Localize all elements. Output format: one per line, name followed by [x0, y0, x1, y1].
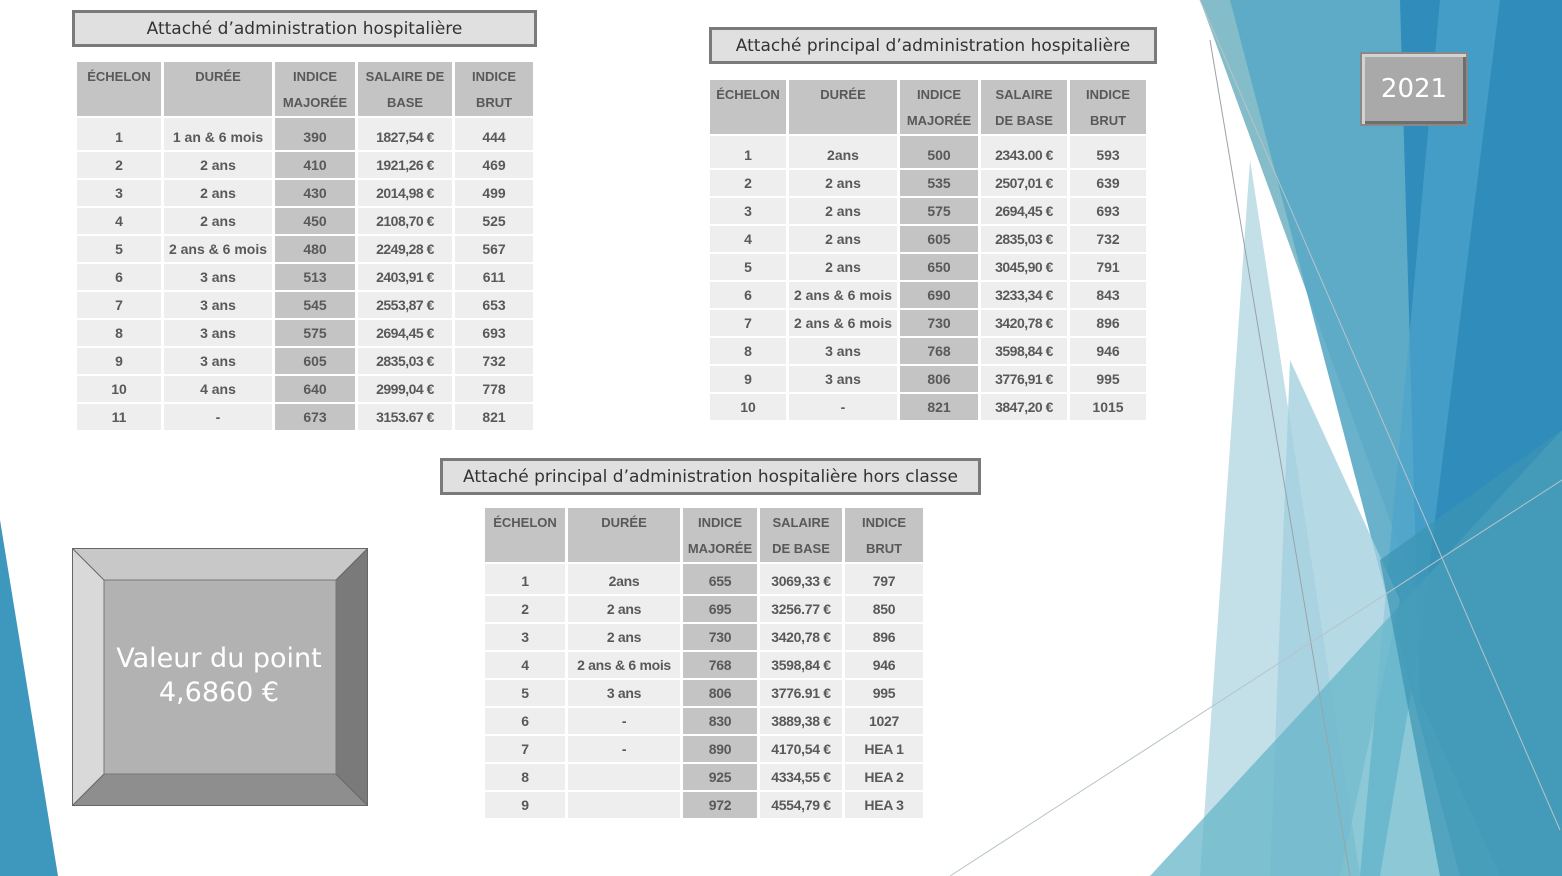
cell-indice-majoree: 972: [683, 792, 757, 818]
cell-echelon: 6: [710, 282, 786, 308]
cell-echelon: 1: [77, 118, 161, 150]
cell-salaire: 2014,98 €: [358, 180, 452, 206]
header-duree: DURÉE: [164, 62, 272, 116]
cell-echelon: 3: [77, 180, 161, 206]
cell-echelon: 5: [485, 680, 565, 706]
cell-salaire: 3889,38 €: [760, 708, 842, 734]
cell-duree: 2 ans: [789, 254, 897, 280]
cell-indice-majoree: 605: [275, 348, 355, 374]
cell-echelon: 4: [710, 226, 786, 252]
cell-echelon: 7: [710, 310, 786, 336]
header-salaire-line2: DE BASE: [772, 541, 830, 556]
table-row: [710, 310, 1146, 336]
cell-duree: 3 ans: [164, 292, 272, 318]
cell-duree: 1 an & 6 mois: [164, 118, 272, 150]
cell-indice-brut: 693: [1070, 198, 1146, 224]
table-row: [710, 170, 1146, 196]
header-indice-majoree-line1: INDICE: [292, 69, 338, 84]
header-row: [485, 508, 923, 562]
cell-indice-brut: 850: [845, 596, 923, 622]
cell-salaire: 3153.67 €: [358, 404, 452, 430]
cell-indice-majoree: 806: [683, 680, 757, 706]
cell-duree: [568, 792, 680, 818]
cell-echelon: 9: [77, 348, 161, 374]
cell-duree: 3 ans: [164, 320, 272, 346]
table-row: [485, 708, 923, 734]
table-row: [77, 208, 533, 234]
cell-indice-brut: 469: [455, 152, 533, 178]
cell-duree: 2ans: [568, 564, 680, 594]
cell-salaire: 3776,91 €: [981, 366, 1067, 392]
cell-echelon: 5: [77, 236, 161, 262]
cell-salaire: 1827,54 €: [358, 118, 452, 150]
cell-salaire: 2403,91 €: [358, 264, 452, 290]
table3-title-text: Attaché principal d’administration hospitalière hors classe: [463, 466, 958, 487]
cell-echelon: 7: [485, 736, 565, 762]
cell-duree: 2 ans & 6 mois: [789, 310, 897, 336]
cell-salaire: 3420,78 €: [981, 310, 1067, 336]
cell-indice-brut: 639: [1070, 170, 1146, 196]
table-row: [485, 596, 923, 622]
header-indice-brut-line1: INDICE: [1085, 87, 1131, 102]
cell-indice-majoree: 768: [900, 338, 978, 364]
cell-salaire: 2249,28 €: [358, 236, 452, 262]
cell-echelon: 10: [710, 394, 786, 420]
table-row: [77, 376, 533, 402]
header-indice-brut: [845, 508, 923, 562]
cell-salaire: 3420,78 €: [760, 624, 842, 650]
cell-duree: 2ans: [789, 136, 897, 168]
cell-indice-brut: 896: [845, 624, 923, 650]
cell-indice-brut: 791: [1070, 254, 1146, 280]
header-salaire-line2: BASE: [386, 95, 424, 110]
cell-echelon: 6: [485, 708, 565, 734]
year-badge-text: 2021: [1380, 74, 1448, 104]
cell-echelon: 2: [710, 170, 786, 196]
cell-duree: 2 ans: [568, 624, 680, 650]
cell-salaire: 2694,45 €: [358, 320, 452, 346]
cell-indice-majoree: 480: [275, 236, 355, 262]
cell-indice-majoree: 830: [683, 708, 757, 734]
cell-indice-majoree: 730: [683, 624, 757, 650]
cell-duree: 3 ans: [789, 338, 897, 364]
cell-salaire: 2343.00 €: [981, 136, 1067, 168]
table-attache-principal: [707, 78, 1149, 422]
cell-duree: -: [568, 736, 680, 762]
cell-echelon: 9: [485, 792, 565, 818]
header-indice-majoree-line1: INDICE: [916, 87, 962, 102]
cell-indice-brut: 843: [1070, 282, 1146, 308]
cell-salaire: 2835,03 €: [358, 348, 452, 374]
cell-duree: -: [568, 708, 680, 734]
header-indice-brut: [455, 62, 533, 116]
cell-echelon: 8: [710, 338, 786, 364]
cell-echelon: 3: [710, 198, 786, 224]
cell-echelon: 6: [77, 264, 161, 290]
cell-indice-brut: 821: [455, 404, 533, 430]
cell-indice-majoree: 640: [275, 376, 355, 402]
cell-indice-majoree: 545: [275, 292, 355, 318]
header-echelon: ÉCHELON: [77, 62, 161, 116]
table2-title: [709, 27, 1157, 64]
header-indice-majoree-line1: INDICE: [697, 515, 743, 530]
point-value-box: [72, 548, 368, 806]
cell-indice-majoree: 605: [900, 226, 978, 252]
table-row: [710, 338, 1146, 364]
cell-indice-majoree: 768: [683, 652, 757, 678]
header-indice-majoree: [275, 62, 355, 116]
cell-echelon: 10: [77, 376, 161, 402]
cell-indice-majoree: 673: [275, 404, 355, 430]
cell-duree: [568, 764, 680, 790]
point-value-amount: 4,6860 €: [158, 677, 280, 708]
cell-duree: 2 ans: [789, 198, 897, 224]
header-indice-brut-line2: BRUT: [1089, 113, 1127, 128]
cell-duree: 3 ans: [164, 264, 272, 290]
cell-salaire: 3233,34 €: [981, 282, 1067, 308]
table-attache: [74, 60, 536, 432]
cell-indice-majoree: 690: [900, 282, 978, 308]
table2-title-text: Attaché principal d’administration hospitalière: [735, 35, 1131, 56]
header-salaire: [358, 62, 452, 116]
cell-duree: -: [164, 404, 272, 430]
cell-salaire: 3598,84 €: [760, 652, 842, 678]
cell-duree: 3 ans: [164, 348, 272, 374]
cell-echelon: 11: [77, 404, 161, 430]
cell-duree: 2 ans & 6 mois: [164, 236, 272, 262]
header-indice-brut-line1: INDICE: [471, 69, 517, 84]
cell-indice-brut: HEA 2: [845, 764, 923, 790]
cell-salaire: 4170,54 €: [760, 736, 842, 762]
cell-indice-majoree: 390: [275, 118, 355, 150]
cell-salaire: 2553,87 €: [358, 292, 452, 318]
table-row: [485, 764, 923, 790]
header-salaire-line2: DE BASE: [995, 113, 1053, 128]
cell-indice-majoree: 730: [900, 310, 978, 336]
table-row: [710, 136, 1146, 168]
cell-salaire: 2694,45 €: [981, 198, 1067, 224]
point-value-text: [104, 580, 334, 772]
cell-indice-majoree: 575: [900, 198, 978, 224]
header-echelon: ÉCHELON: [710, 80, 786, 134]
cell-indice-brut: 732: [455, 348, 533, 374]
header-indice-majoree: [900, 80, 978, 134]
header-indice-brut-line2: BRUT: [475, 95, 513, 110]
cell-indice-majoree: 430: [275, 180, 355, 206]
cell-echelon: 8: [77, 320, 161, 346]
table-row: [710, 366, 1146, 392]
cell-duree: 2 ans: [164, 152, 272, 178]
cell-duree: 3 ans: [568, 680, 680, 706]
cell-salaire: 2507,01 €: [981, 170, 1067, 196]
table-row: [77, 348, 533, 374]
cell-duree: 2 ans: [789, 170, 897, 196]
cell-duree: 2 ans: [164, 208, 272, 234]
table-row: [485, 624, 923, 650]
cell-echelon: 8: [485, 764, 565, 790]
cell-indice-brut: 593: [1070, 136, 1146, 168]
cell-salaire: 3045,90 €: [981, 254, 1067, 280]
table-row: [485, 792, 923, 818]
cell-indice-majoree: 450: [275, 208, 355, 234]
table1-title: [72, 10, 537, 47]
header-salaire-line1: SALAIRE: [772, 515, 830, 530]
cell-duree: 2 ans: [164, 180, 272, 206]
header-indice-majoree-line2: MAJORÉE: [687, 541, 753, 556]
table-row: [77, 236, 533, 262]
table-row: [77, 264, 533, 290]
header-indice-majoree: [683, 508, 757, 562]
header-indice-brut-line1: INDICE: [861, 515, 907, 530]
point-value-label: Valeur du point: [116, 643, 322, 674]
cell-indice-brut: 946: [1070, 338, 1146, 364]
cell-salaire: 3598,84 €: [981, 338, 1067, 364]
cell-indice-brut: 611: [455, 264, 533, 290]
cell-salaire: 3776.91 €: [760, 680, 842, 706]
header-indice-majoree-line2: MAJORÉE: [282, 95, 348, 110]
table-row: [77, 404, 533, 430]
cell-indice-brut: 653: [455, 292, 533, 318]
header-salaire-line1: SALAIRE: [995, 87, 1053, 102]
table1-title-text: Attaché d’administration hospitalière: [146, 18, 463, 39]
cell-indice-brut: 778: [455, 376, 533, 402]
table-row: [77, 180, 533, 206]
cell-echelon: 5: [710, 254, 786, 280]
table-row: [485, 564, 923, 594]
cell-duree: 3 ans: [789, 366, 897, 392]
header-indice-brut-line2: BRUT: [865, 541, 903, 556]
cell-indice-majoree: 500: [900, 136, 978, 168]
cell-salaire: 3847,20 €: [981, 394, 1067, 420]
cell-echelon: 4: [485, 652, 565, 678]
table-row: [77, 152, 533, 178]
cell-indice-brut: 732: [1070, 226, 1146, 252]
cell-duree: 2 ans: [789, 226, 897, 252]
header-duree: DURÉE: [789, 80, 897, 134]
cell-indice-brut: 567: [455, 236, 533, 262]
cell-indice-brut: 1015: [1070, 394, 1146, 420]
table-row: [710, 282, 1146, 308]
cell-salaire: 2999,04 €: [358, 376, 452, 402]
cell-indice-majoree: 925: [683, 764, 757, 790]
cell-indice-brut: 499: [455, 180, 533, 206]
cell-duree: -: [789, 394, 897, 420]
cell-indice-majoree: 650: [900, 254, 978, 280]
cell-duree: 2 ans: [568, 596, 680, 622]
cell-echelon: 2: [485, 596, 565, 622]
table-row: [710, 254, 1146, 280]
header-salaire: [981, 80, 1067, 134]
cell-indice-brut: 995: [845, 680, 923, 706]
cell-salaire: 4334,55 €: [760, 764, 842, 790]
header-row: [77, 62, 533, 116]
cell-duree: 2 ans & 6 mois: [789, 282, 897, 308]
header-indice-brut: [1070, 80, 1146, 134]
cell-salaire: 4554,79 €: [760, 792, 842, 818]
cell-indice-brut: 693: [455, 320, 533, 346]
header-echelon: ÉCHELON: [485, 508, 565, 562]
year-badge: [1360, 52, 1468, 126]
table3-title: [440, 458, 981, 495]
cell-duree: 4 ans: [164, 376, 272, 402]
cell-indice-brut: 797: [845, 564, 923, 594]
cell-salaire: 3256.77 €: [760, 596, 842, 622]
cell-echelon: 4: [77, 208, 161, 234]
cell-indice-majoree: 410: [275, 152, 355, 178]
table-row: [485, 736, 923, 762]
table-row: [485, 652, 923, 678]
cell-indice-majoree: 821: [900, 394, 978, 420]
cell-indice-brut: HEA 1: [845, 736, 923, 762]
cell-indice-majoree: 890: [683, 736, 757, 762]
header-duree: DURÉE: [568, 508, 680, 562]
header-salaire: [760, 508, 842, 562]
cell-duree: 2 ans & 6 mois: [568, 652, 680, 678]
cell-indice-majoree: 695: [683, 596, 757, 622]
cell-echelon: 1: [485, 564, 565, 594]
cell-indice-majoree: 655: [683, 564, 757, 594]
cell-indice-majoree: 535: [900, 170, 978, 196]
table-attache-principal-hors-classe: [482, 506, 926, 820]
cell-salaire: 2108,70 €: [358, 208, 452, 234]
cell-echelon: 3: [485, 624, 565, 650]
table-row: [710, 394, 1146, 420]
header-indice-majoree-line2: MAJORÉE: [906, 113, 972, 128]
cell-echelon: 9: [710, 366, 786, 392]
cell-indice-brut: 1027: [845, 708, 923, 734]
cell-echelon: 7: [77, 292, 161, 318]
cell-indice-brut: 444: [455, 118, 533, 150]
header-salaire-line1: SALAIRE DE: [365, 69, 445, 84]
header-row: [710, 80, 1146, 134]
cell-indice-brut: 525: [455, 208, 533, 234]
cell-indice-brut: HEA 3: [845, 792, 923, 818]
table-row: [77, 292, 533, 318]
cell-indice-majoree: 575: [275, 320, 355, 346]
cell-indice-majoree: 513: [275, 264, 355, 290]
cell-echelon: 2: [77, 152, 161, 178]
cell-echelon: 1: [710, 136, 786, 168]
cell-indice-brut: 995: [1070, 366, 1146, 392]
cell-indice-brut: 896: [1070, 310, 1146, 336]
table-row: [77, 118, 533, 150]
table-row: [77, 320, 533, 346]
table-row: [710, 198, 1146, 224]
table-row: [485, 680, 923, 706]
cell-salaire: 1921,26 €: [358, 152, 452, 178]
cell-salaire: 2835,03 €: [981, 226, 1067, 252]
cell-salaire: 3069,33 €: [760, 564, 842, 594]
cell-indice-brut: 946: [845, 652, 923, 678]
table-row: [710, 226, 1146, 252]
cell-indice-majoree: 806: [900, 366, 978, 392]
